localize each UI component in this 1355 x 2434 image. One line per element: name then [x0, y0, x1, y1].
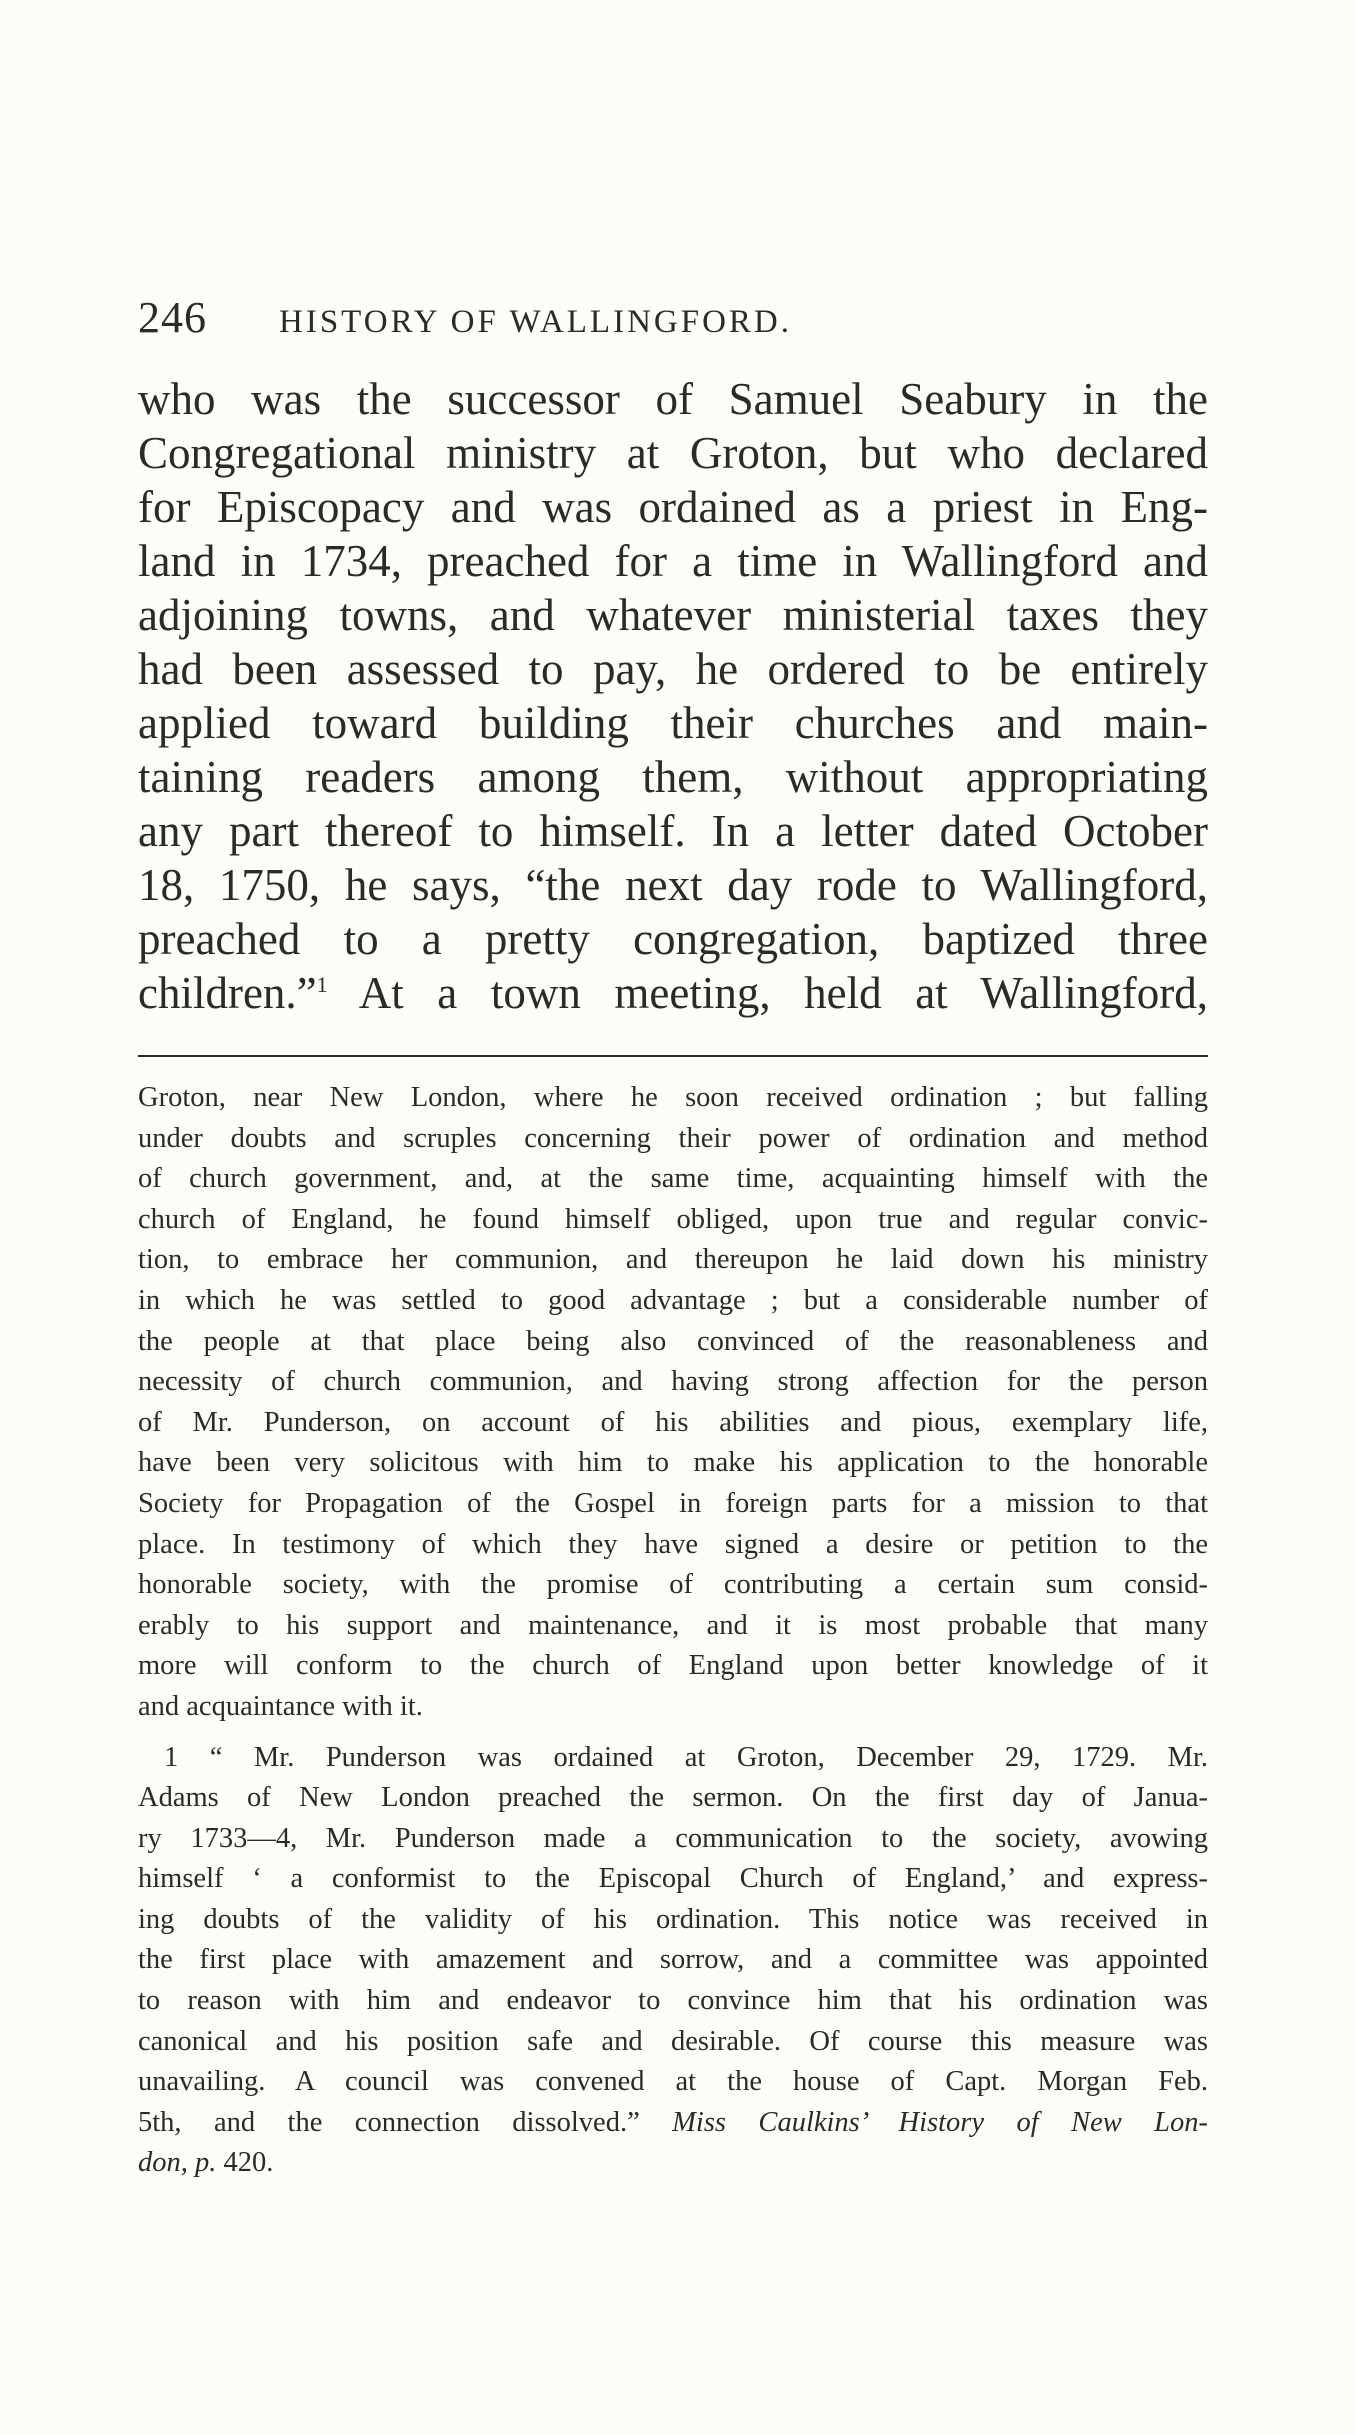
note-line: the first place with amazement and sorrow, and a committee was appointed	[138, 1944, 1208, 1976]
note-line: in which he was settled to good advantage ; but a considerable number of	[138, 1284, 1208, 1316]
note-line: ry 1733—4, Mr. Punderson made a communication to the society, avowing	[138, 1822, 1208, 1854]
footnote-1	[138, 1738, 1208, 2185]
footnote-rule	[138, 1055, 1208, 1057]
body-line: adjoining towns, and whatever ministerial taxes they	[138, 590, 1208, 640]
note-line: have been very solicitous with him to make his application to the honorable	[138, 1447, 1208, 1479]
footnotes	[138, 1078, 1208, 2184]
body-line: Congregational ministry at Groton, but who declared	[138, 428, 1208, 478]
body-line: taining readers among them, without appropriating	[138, 752, 1208, 802]
note-line: under doubts and scruples concerning their power of ordination and method	[138, 1122, 1208, 1154]
note-line: canonical and his position safe and desirable. Of course this measure was	[138, 2025, 1208, 2057]
note-line: honorable society, with the promise of contributing a certain sum consid-	[138, 1569, 1208, 1601]
body-line: any part thereof to himself. In a letter dated October	[138, 806, 1208, 856]
body-line: who was the successor of Samuel Seabury in the	[138, 374, 1208, 424]
body-line: land in 1734, preached for a time in Wallingford and	[138, 536, 1208, 586]
note-line: himself ‘ a conformist to the Episcopal Church of England,’ and express-	[138, 1863, 1208, 1895]
body-line-last	[138, 966, 1208, 1020]
citation-page: 420.	[216, 2147, 274, 2179]
continued-footnote	[138, 1078, 1208, 1728]
note-line: and acquaintance with it.	[138, 1690, 423, 1722]
body-line: for Episcopacy and was ordained as a priest in Eng-	[138, 482, 1208, 532]
body-text-fragment: children.”	[138, 968, 317, 1018]
note-line: of Mr. Punderson, on account of his abilities and pious, exemplary life,	[138, 1406, 1208, 1438]
body-line: had been assessed to pay, he ordered to be entirely	[138, 644, 1208, 694]
note-text: 5th, and the connection dissolved.”	[138, 2106, 640, 2138]
note-line: the people at that place being also convinced of the reasonableness and	[138, 1325, 1208, 1357]
footnote-reference: 1	[316, 972, 328, 997]
note-line: erably to his support and maintenance, and it is most probable that many	[138, 1609, 1208, 1641]
page-number: 246	[138, 293, 207, 342]
note-line: tion, to embrace her communion, and thereupon he laid down his ministry	[138, 1244, 1208, 1276]
note-line: 1 “ Mr. Punderson was ordained at Groton, December 29, 1729. Mr.	[164, 1741, 1208, 1773]
body-text-fragment: At a town meeting, held at Wallingford,	[327, 968, 1208, 1018]
note-line: Adams of New London preached the sermon. On the first day of Janua-	[138, 1782, 1208, 1814]
body-line: preached to a pretty congregation, baptized three	[138, 914, 1208, 964]
note-line: to reason with him and endeavor to convince him that his ordination was	[138, 1985, 1208, 2017]
note-line: necessity of church communion, and having strong affection for the person	[138, 1366, 1208, 1398]
note-line: unavailing. A council was convened at the house of Capt. Morgan Feb.	[138, 2066, 1208, 2098]
body-line: 18, 1750, he says, “the next day rode to Wallingford,	[138, 860, 1208, 910]
note-line: church of England, he found himself obliged, upon true and regular convic-	[138, 1203, 1208, 1235]
note-line: Groton, near New London, where he soon received ordination ; but falling	[138, 1082, 1208, 1113]
note-line-citation-end	[138, 2143, 1208, 2184]
running-title: HISTORY OF WALLINGFORD.	[279, 304, 793, 340]
citation-title: don, p.	[138, 2147, 217, 2179]
citation-title: Miss Caulkins’ History of New Lon-	[672, 2106, 1208, 2138]
note-line-citation	[138, 2103, 1208, 2144]
note-line: ing doubts of the validity of his ordination. This notice was received in	[138, 1903, 1208, 1935]
note-line: more will conform to the church of England upon better knowledge of it	[138, 1650, 1208, 1682]
main-text	[138, 372, 1208, 1020]
note-line: place. In testimony of which they have signed a desire or petition to the	[138, 1528, 1208, 1560]
body-line: applied toward building their churches and main-	[138, 698, 1208, 748]
note-line: Society for Propagation of the Gospel in foreign parts for a mission to that	[138, 1487, 1208, 1519]
note-line: of church government, and, at the same time, acquainting himself with the	[138, 1163, 1208, 1195]
running-head	[138, 292, 1208, 352]
